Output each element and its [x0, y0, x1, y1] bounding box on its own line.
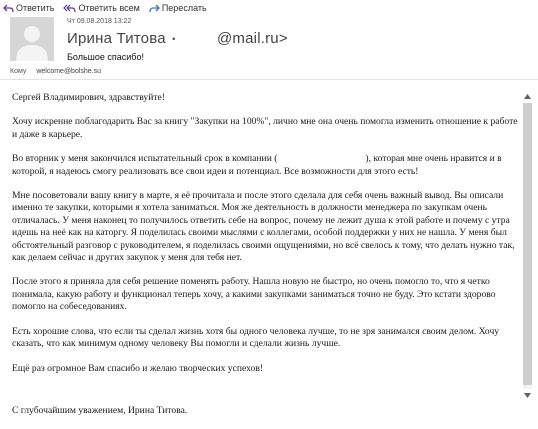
person-icon: [10, 17, 54, 61]
to-label: Кому: [10, 68, 27, 75]
greeting: Сергей Владимирович, здравствуйте!: [12, 92, 165, 103]
paragraph-3: Мне посоветовали вашу книгу в марте, я её прочитала и после этого сделала для себя очень важный вывод. Вы описали именно те закупки, которыми я хотела заниматься. Моя же деятельность в должности менеджера по закупкам очень отличалась. У меня наконец то получилось ответить себе на вопрос, почему не лежит душа к этой работе и почему с утра идешь на неё как на каторгу. Я поделилась своими мыслями с коллегами, особой поддержки у них не нашла. У меня был обстоятельный разговор с руководителем, я поделилась своими ощущениями, но всё свелось к тому, что делать нужно так, как делаем сейчас и других закупок у меня для тебя нет.: [12, 190, 515, 264]
forward-icon: [149, 4, 160, 13]
signature: С глубочайшим уважением, Ирина Титова.: [12, 404, 188, 416]
presence-dot: •: [172, 34, 176, 45]
arrow-up-icon: [524, 94, 531, 99]
scroll-thumb[interactable]: [523, 103, 532, 385]
message-toolbar: [0, 0, 213, 16]
forward-button[interactable]: [149, 3, 207, 13]
sender-email[interactable]: @mail.ru>: [217, 30, 288, 47]
reply-all-label: Ответить всем: [78, 3, 140, 13]
sender-line[interactable]: [67, 30, 288, 47]
message-body: [0, 80, 538, 416]
scroll-up-button[interactable]: [522, 92, 533, 101]
paragraph-2: [12, 153, 520, 178]
sender-name[interactable]: Ирина Титова: [67, 30, 166, 47]
paragraph-4: После этого я приняла для себя решение поменять работу. Нашла новую не быстро, но очень помогло то, что я четко понимала, какую работу и функционал теперь хочу, а какими закупками заниматься точно не буду. Это кстати здорово помогло на собеседованиях.: [12, 276, 496, 313]
reply-all-icon: [63, 4, 76, 13]
to-address[interactable]: welcome@bolshe.su: [36, 68, 102, 75]
message-date: Чт 09.08.2018 13:22: [67, 18, 132, 25]
message-subject: Большое спасибо!: [67, 52, 144, 62]
message-text: [12, 92, 520, 429]
paragraph-6: Ещё раз огромное Вам спасибо и желаю творческих успехов!: [12, 362, 264, 374]
paragraph-2-start: Во вторник у меня закончился испытательный срок в компании (: [12, 153, 278, 165]
paragraph-2-end: ), которая мне очень нравится и в которой, я надеюсь смогу реализовать все свои идеи и потенциал. Все возможности для этого есть!: [12, 153, 502, 177]
arrow-down-icon: [524, 393, 531, 398]
recipients-row: [10, 68, 101, 75]
reply-icon: [3, 4, 14, 13]
vertical-scrollbar[interactable]: [522, 92, 533, 400]
reply-all-button[interactable]: [63, 3, 139, 13]
reply-button[interactable]: [3, 3, 54, 13]
sender-avatar: [10, 17, 54, 61]
reply-label: Ответить: [16, 3, 55, 13]
paragraph-5: Есть хорошие слова, что если ты сделал жизнь хотя бы одного человека лучше, то не зря занимался своим делом. Хочу сказать, что как минимум одному человеку Вы помогли и сделали жизнь лучше.: [12, 325, 500, 350]
forward-label: Переслать: [161, 3, 207, 13]
scroll-down-button[interactable]: [522, 391, 533, 400]
paragraph-1: Хочу искренне поблагодарить Вас за книгу "Закупки на 100%", лично мне она очень помогла изменить отношение к работе и даже в карьере.: [12, 116, 518, 140]
